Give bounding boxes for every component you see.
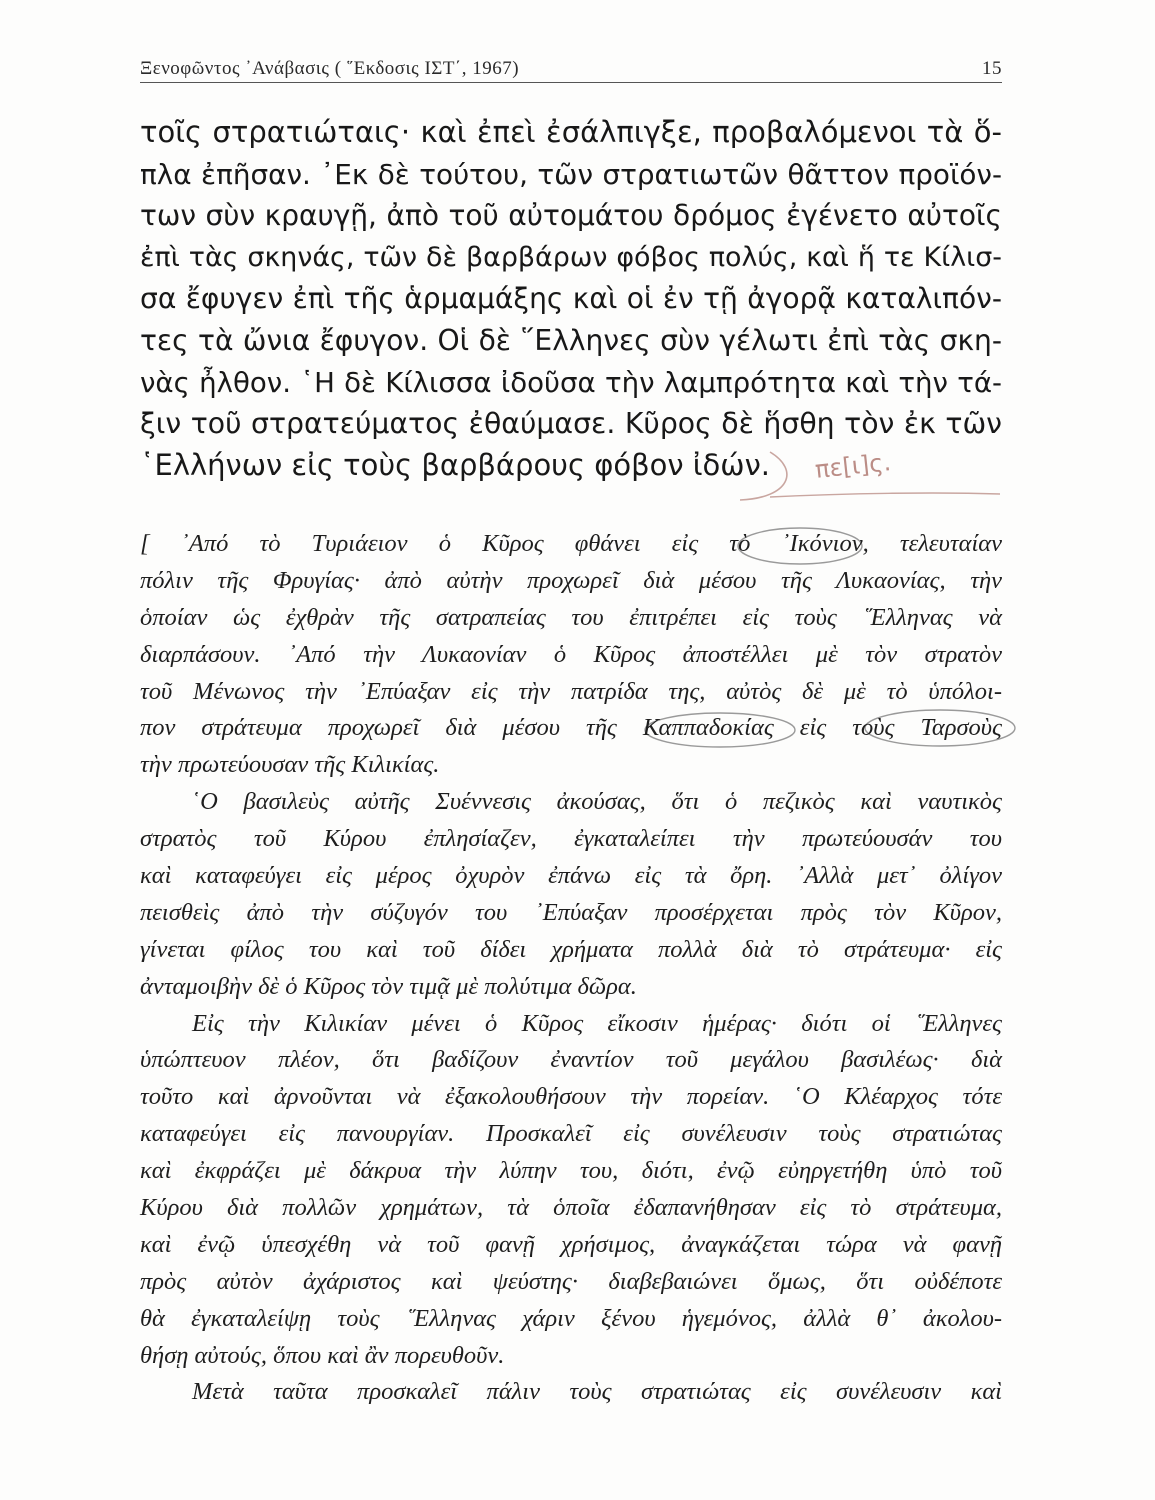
text-line: τοῦτο καὶ ἀρνοῦνται νὰ ἐξακολουθήσουν τὴν πορείαν. ῾Ο Κλέαρχος τότε <box>140 1083 1002 1111</box>
text-line: καὶ ἐκφράζει μὲ δάκρυα τὴν λύπην του, διότι, ἐνῷ εὐηργετήθη ὑπὸ τοῦ <box>140 1157 1002 1185</box>
text-line: των σὺν κραυγῇ, ἀπὸ τοῦ αὐτομάτου δρόμος ἐγένετο αὐτοῖς <box>140 199 1002 233</box>
text-line: τοῖς στρατιώταις· καὶ ἐπεὶ ἐσάλπιγξε, προβαλόμενοι τὰ ὅ- <box>140 115 1002 149</box>
running-head <box>140 40 1002 80</box>
text-line: θήσῃ αὐτούς, ὅπου καὶ ἂν πορευθοῦν. <box>140 1341 505 1369</box>
text-line: Εἰς τὴν Κιλικίαν μένει ὁ Κῦρος εἴκοσιν ἡμέρας· διότι οἱ ῞Ελληνες <box>192 1009 1002 1037</box>
text-line: πρὸς αὐτὸν ἀχάριστος καὶ ψεύστης· διαβεβαιώνει ὅμως, ὅτι οὐδέποτε <box>140 1267 1002 1295</box>
text-line: ἐπὶ τὰς σκηνάς, τῶν δὲ βαρβάρων φόβος πολύς, καὶ ἥ τε Κίλισ- <box>140 241 1002 273</box>
text-line: ἀνταμοιβὴν δὲ ὁ Κῦρος τὸν τιμᾷ μὲ πολύτιμα δῶρα. <box>140 972 637 1000</box>
text-line: πεισθεὶς ἀπὸ τὴν σύζυγόν του ᾿Επύαξαν προσέρχεται πρὸς τὸν Κῦρον, <box>140 898 1002 926</box>
text-line: καὶ καταφεύγει εἰς μέρος ὀχυρὸν ἐπάνω εἰς τὰ ὄρη. ᾿Αλλὰ μετ᾿ ὀλίγον <box>140 862 1002 890</box>
text-line: ῾Ελλήνων εἰς τοὺς βαρβάρους φόβον ἰδών. <box>140 447 770 482</box>
text-line: Κύρου διὰ πολλῶν χρημάτων, τὰ ὁποῖα ἐδαπανήθησαν εἰς τὸ στράτευμα, <box>140 1194 1002 1222</box>
text-line: πόλιν τῆς Φρυγίας· ἀπὸ αὐτὴν προχωρεῖ διὰ μέσου τῆς Λυκαονίας, τὴν <box>140 566 1002 594</box>
annotation-underline <box>770 493 1000 497</box>
text-line: Μετὰ ταῦτα προσκαλεῖ πάλιν τοὺς στρατιώτας εἰς συνέλευσιν καὶ <box>192 1378 1002 1406</box>
text-line: σα ἔφυγεν ἐπὶ τῆς ἁρμαμάξης καὶ οἱ ἐν τῇ ἀγορᾷ καταλιπόν- <box>140 282 1002 316</box>
text-line: ῾Ο βασιλεὺς αὐτῆς Συέννεσις ἀκούσας, ὅτι ὁ πεζικὸς καὶ ναυτικὸς <box>192 788 1002 816</box>
text-line: γίνεται φίλος του καὶ τοῦ δίδει χρήματα πολλὰ διὰ τὸ στράτευμα· εἰς <box>140 935 1002 963</box>
running-title: Ξενοφῶντος ᾿Ανάβασις ( ῞Εκδοσις ΙΣΤ΄, 1967) <box>140 58 520 79</box>
text-line: πον στράτευμα προχωρεῖ διὰ μέσου τῆς Καππαδοκίας εἰς τοὺς Ταρσοὺς <box>140 714 1002 742</box>
text-line: ὑπώπτευον πλέον, ὅτι βαδίζουν ἐναντίον τοῦ μεγάλου βασιλέως· διὰ <box>140 1046 1002 1074</box>
text-line: νὰς ἦλθον. ῾Η δὲ Κίλισσα ἰδοῦσα τὴν λαμπρότητα καὶ τὴν τά- <box>140 365 1002 399</box>
ancient-greek-text <box>140 112 1002 486</box>
modern-greek-summary <box>140 526 1002 1411</box>
text-line: θὰ ἐγκαταλείψῃ τοὺς ῞Ελληνας χάριν ξένου ἡγεμόνος, ἀλλὰ θ᾿ ἀκολου- <box>140 1304 1002 1332</box>
text-line: τες τὰ ὤνια ἔφυγον. Οἱ δὲ ῞Ελληνες σὺν γέλωτι ἐπὶ τὰς σκη- <box>140 323 1002 357</box>
text-line: ξιν τοῦ στρατεύματος ἐθαύμασε. Κῦρος δὲ ἥσθη τὸν ἐκ τῶν <box>140 407 1002 441</box>
text-line: πλα ἐπῆσαν. ᾿Εκ δὲ τούτου, τῶν στρατιωτῶν θᾶττον προϊόν- <box>140 157 1002 191</box>
header-rule <box>140 82 1002 83</box>
text-line: [ ᾿Από τὸ Τυριάειον ὁ Κῦρος φθάνει εἰς τὸ ᾿Ικόνιον, τελευταίαν <box>140 530 1002 557</box>
text-line: καὶ ἐνῷ ὑπεσχέθη νὰ τοῦ φανῇ χρήσιμος, ἀναγκάζεται τώρα νὰ φανῇ <box>140 1230 1002 1258</box>
text-line: διαρπάσουν. ᾿Από τὴν Λυκαονίαν ὁ Κῦρος ἀποστέλλει μὲ τὸν στρατὸν <box>140 640 1002 668</box>
text-line: καταφεύγει εἰς πανουργίαν. Προσκαλεῖ εἰς συνέλευσιν τοὺς στρατιώτας <box>140 1120 1002 1148</box>
text-line: στρατὸς τοῦ Κύρου ἐπλησίαζεν, ἐγκαταλείπει τὴν πρωτεύουσάν του <box>140 825 1002 853</box>
text-line: τὴν πρωτεύουσαν τῆς Κιλικίας. <box>140 751 440 779</box>
handwritten-note: πε[ι]ς. <box>813 448 893 484</box>
page-number: 15 <box>982 58 1002 79</box>
text-line: τοῦ Μένωνος τὴν ᾿Επύαξαν εἰς τὴν πατρίδα της, αὐτὸς δὲ μὲ τὸ ὑπόλοι- <box>140 677 1002 705</box>
text-line: ὁποίαν ὡς ἐχθρὰν τῆς σατραπείας του ἐπιτρέπει εἰς τοὺς ῞Ελληνας νὰ <box>140 603 1002 631</box>
